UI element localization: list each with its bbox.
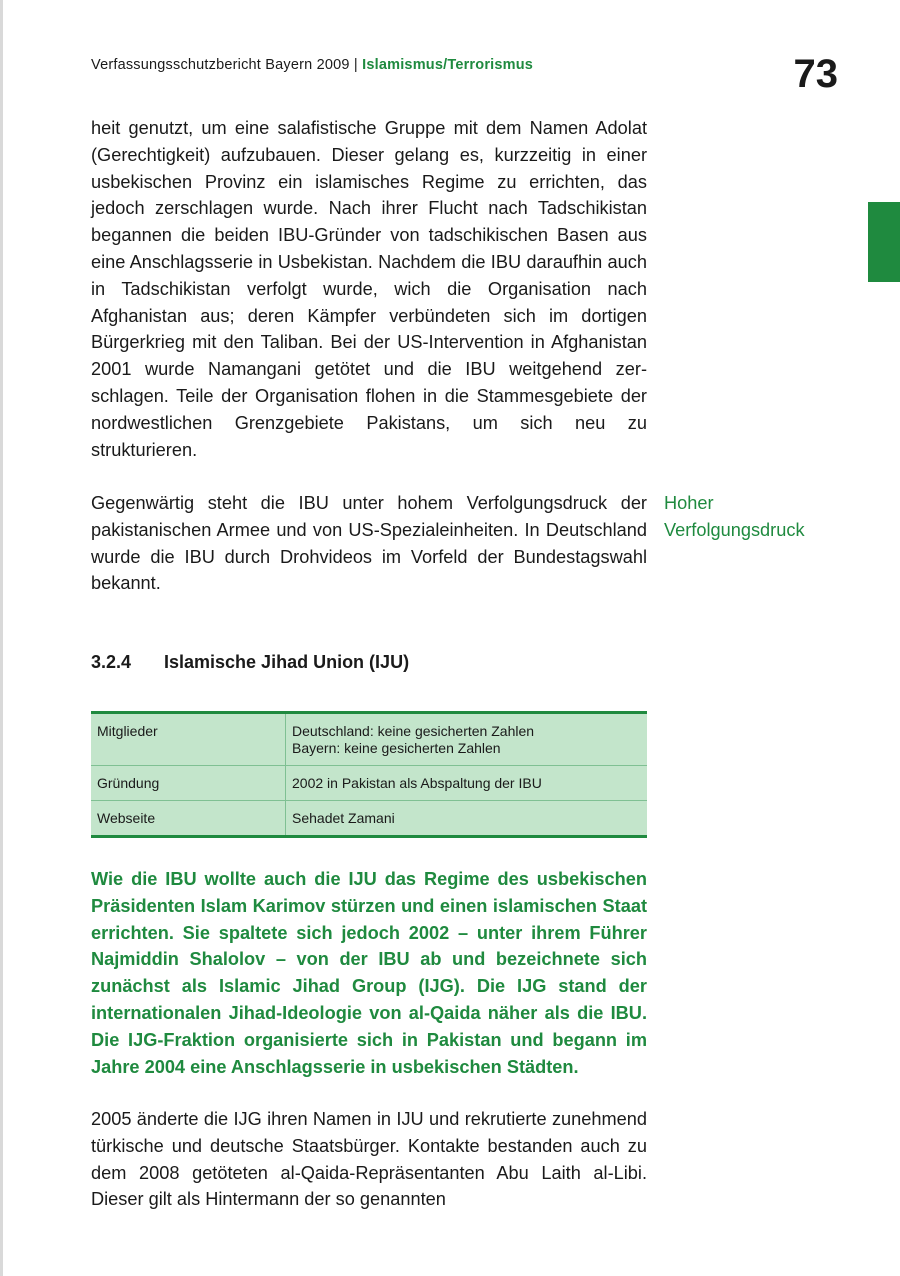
- header-section: Islamismus/Terrorismus: [362, 57, 534, 73]
- page-number: 73: [793, 52, 838, 96]
- lead-paragraph: Wie die IBU wollte auch die IJU das Regime des usbekischen Präsidenten Islam Karimov stürzen und einen islamischen Staat errichten. Sie spaltete sich jedoch 2002 – unter ihrem Führer Najmiddin Shalolov – von der IBU ab und bezeichnete sich zunächst als Islamic Jihad Group (IJG). Die IJG stand der internationalen Jihad-Ideologie von al-Qaida näher als die IBU. Die IJG-Fraktion organisierte sich in Pakistan und begann im Jahre 2004 eine Anschlagsserie in usbekischen Städten.: [91, 869, 647, 1077]
- table-value-line: Deutschland: keine gesicherten Zahlen: [292, 723, 535, 739]
- body-paragraph-1: heit genutzt, um eine salafistische Gruppe mit dem Namen Adolat (Gerechtigkeit) aufzubauen. Dieser gelang es, kurzzeitig in einer usbekischen Provinz ein islamisches Regime zu errichten, das jedoch zerschlagen wurde. Nach ihrer Flucht nach Tadschikistan begannen die beiden IBU-Gründer von tadschikischen Basen aus eine Anschlagsserie in Usbekistan. Nachdem die IBU daraufhin auch in Tadschikistan verfolgt wurde, wich die Organisation nach Afghanistan aus; deren Kämpfer verbündeten sich im dortigen Bürgerkrieg mit den Taliban. Bei der US-Intervention in Afghanistan 2001 wurde Namangani getötet und die IBU weitgehend zerschlagen. Teile der Organisation flohen in die Stammesgebiete der nordwestlichen Grenzgebiete Pakistans, um sich neu zu strukturieren.: [91, 118, 647, 460]
- table-row: [91, 801, 647, 837]
- header-separator: |: [349, 57, 363, 73]
- margin-note-line-2: Verfolgungsdruck: [664, 519, 805, 540]
- info-table: [91, 711, 647, 838]
- table-value-cell: [286, 801, 648, 837]
- section-number: 3.2.4: [91, 652, 132, 672]
- page-edge-rule: [0, 0, 3, 1276]
- body-paragraph-3: 2005 änderte die IJG ihren Namen in IJU und rekrutierte zunehmend türkische und deutsche Staatsbürger. Kontakte bestanden auch zu dem 2008 getöteten al-Qaida-Repräsentanten Abu Laith al-Libi. Dieser gilt als Hintermann der so genannten: [91, 1109, 647, 1210]
- table-label-cell: Gründung: [91, 766, 286, 801]
- table-label-cell: Mitglieder: [91, 713, 286, 766]
- table-row: [91, 713, 647, 766]
- table-value-line: 2002 in Pakistan als Abspaltung der IBU: [292, 775, 542, 791]
- chapter-tab-marker: [868, 202, 900, 282]
- table-label-cell: Webseite: [91, 801, 286, 837]
- margin-note: [664, 490, 864, 544]
- body-paragraph-2: Gegenwärtig steht die IBU unter hohem Verfolgungsdruck der pakistanischen Armee und von US-Spezialeinheiten. In Deutschland wurde die IBU durch Drohvideos im Vorfeld der Bundestagswahl bekannt.: [91, 493, 647, 594]
- table-value-cell: [286, 713, 648, 766]
- table-value-line: Sehadet Zamani: [292, 810, 395, 826]
- table-row: [91, 766, 647, 801]
- section-heading: [91, 652, 409, 673]
- header-publication: Verfassungsschutzbericht Bayern 2009: [91, 57, 350, 73]
- margin-note-line-1: Hoher: [664, 493, 714, 513]
- table-value-line: Bayern: keine gesicherten Zahlen: [292, 740, 501, 756]
- running-header: [91, 57, 533, 73]
- section-title: Islamische Jihad Union (IJU): [164, 652, 410, 672]
- table-value-cell: [286, 766, 648, 801]
